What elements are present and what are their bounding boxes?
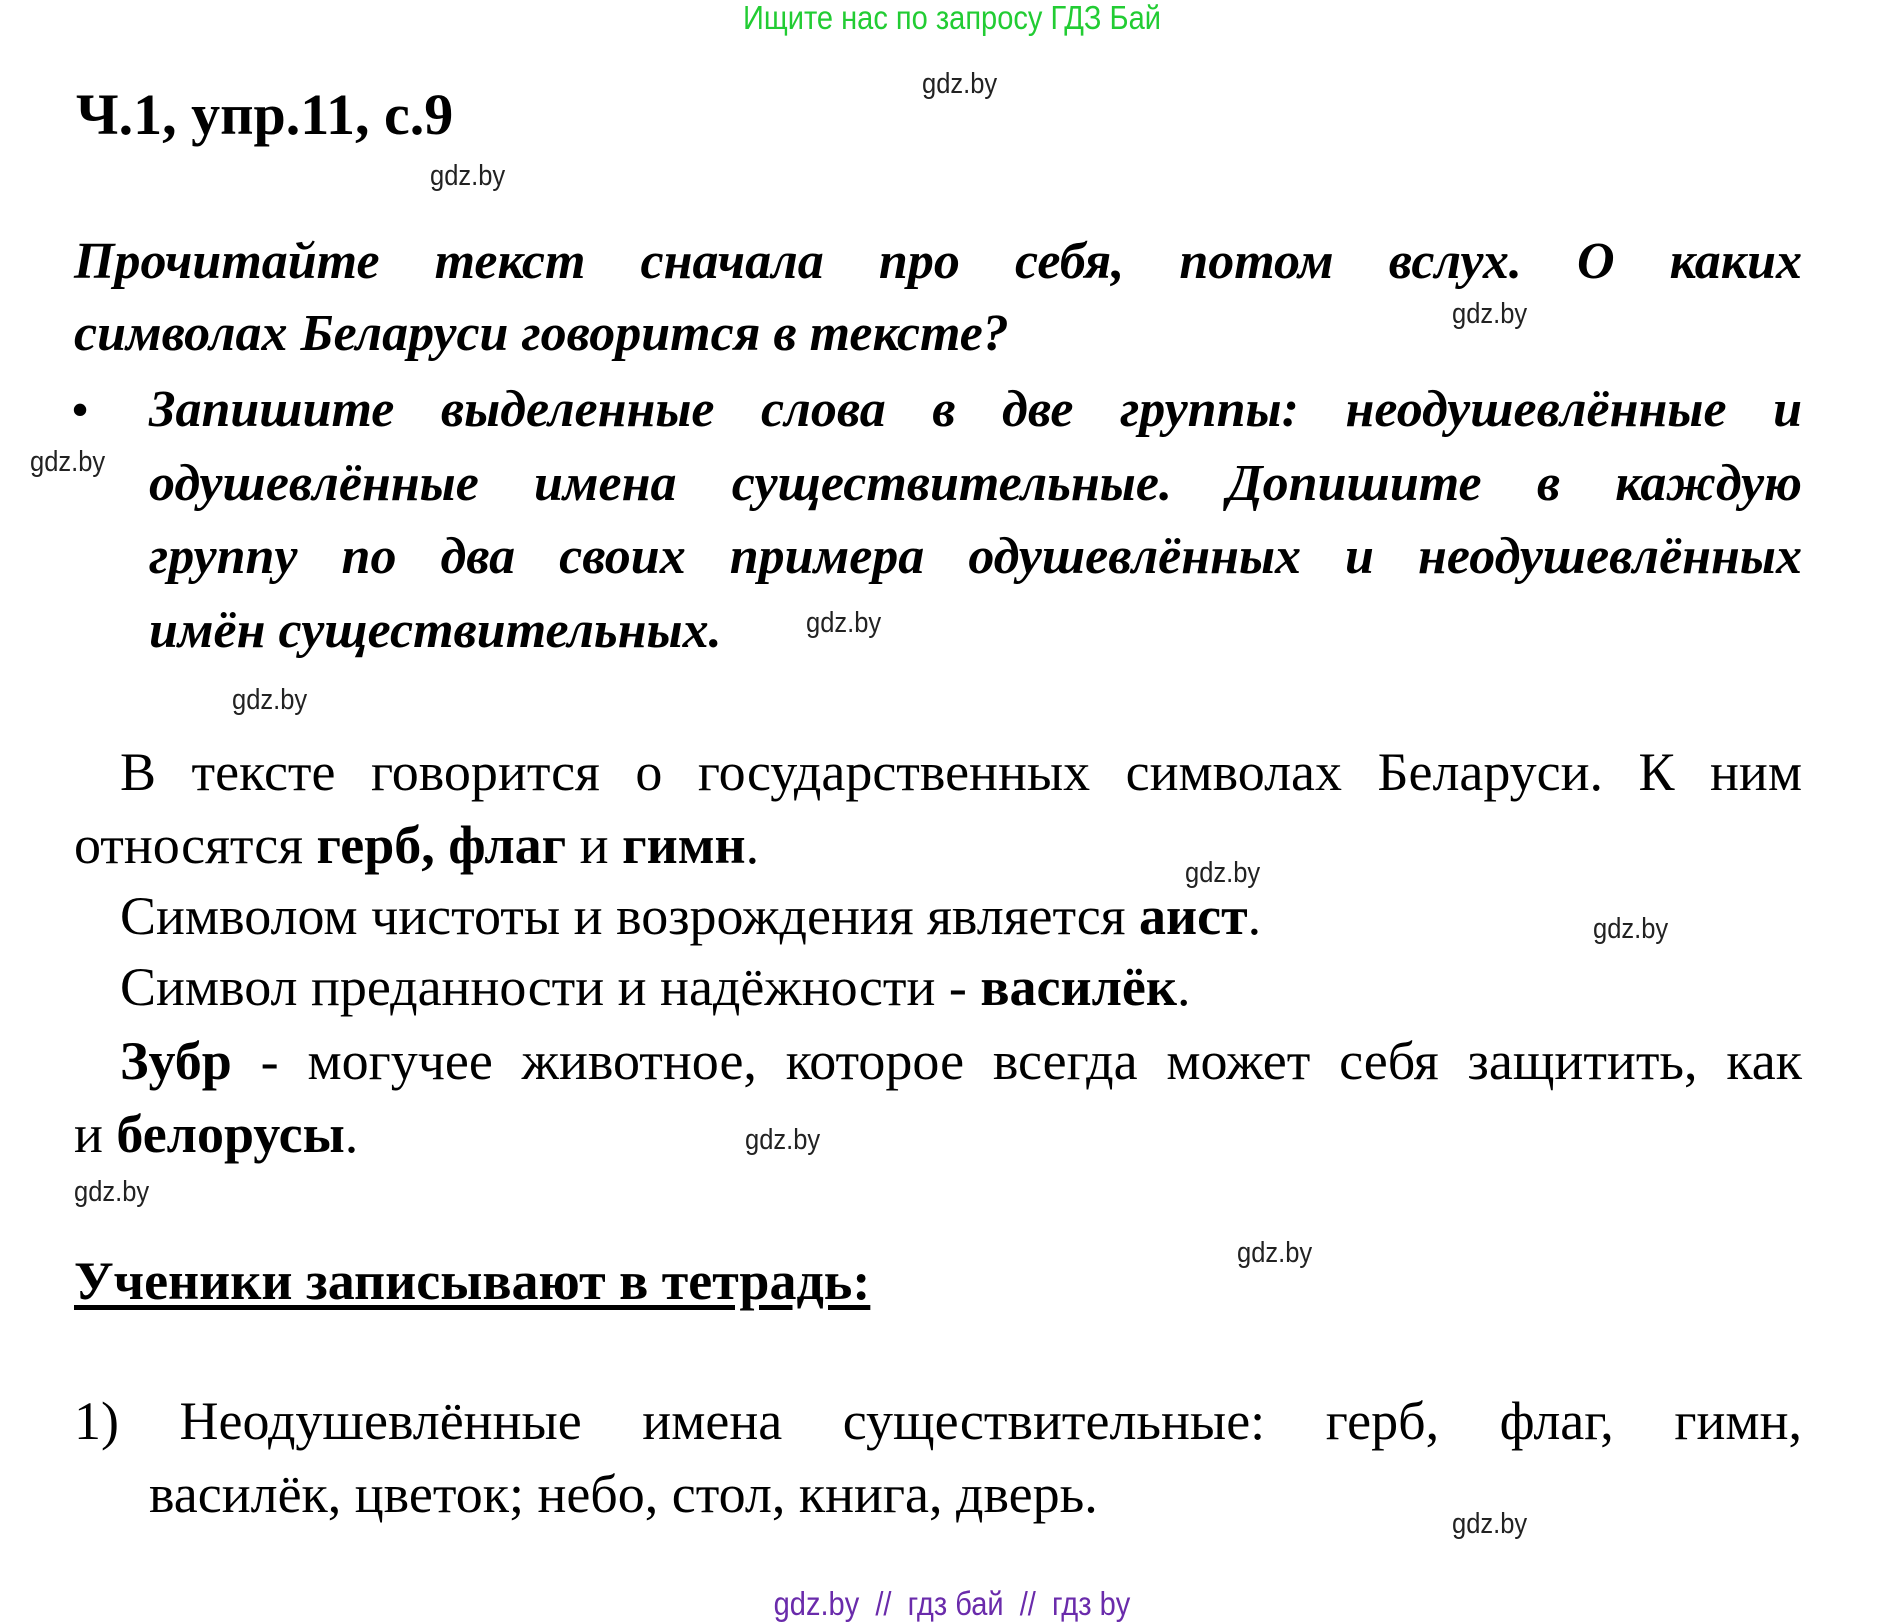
list-item-1: 1) Неодушевлённые имена существительные: герб, флаг, гимн,	[74, 1391, 1802, 1451]
text: Символ преданности и надёжности -	[120, 957, 981, 1017]
watermark: gdz.by	[232, 684, 308, 716]
task-line-4: одушевлённые имена существительные. Допишите в каждую	[149, 455, 1802, 512]
text: .	[745, 815, 760, 875]
answer-paragraph-1-cont	[74, 814, 759, 876]
watermark: gdz.by	[1185, 857, 1261, 889]
text: Символом чистоты и возрождения является	[120, 886, 1140, 946]
answer-paragraph-2	[120, 885, 1261, 947]
task-line-6: имён существительных.	[149, 602, 722, 659]
highlight-word: герб, флаг	[316, 815, 567, 875]
watermark: gdz.by	[1452, 1508, 1528, 1540]
text: .	[344, 1104, 359, 1164]
text: и	[566, 815, 623, 875]
page-title: Ч.1, упр.11, с.9	[76, 82, 454, 147]
watermark: gdz.by	[806, 607, 882, 639]
text: и	[74, 1104, 117, 1164]
watermark: gdz.by	[922, 68, 998, 100]
watermark: gdz.by	[430, 160, 506, 192]
watermark: gdz.by	[1237, 1237, 1313, 1269]
text: относятся	[74, 815, 317, 875]
footer-watermark	[115, 1586, 1789, 1622]
text: - могучее животное, которое всегда может себя защитить, как	[231, 1031, 1802, 1091]
text: .	[1247, 886, 1262, 946]
task-line-2: символах Беларуси говорится в тексте?	[74, 305, 1009, 362]
task-line-5: группу по два своих примера одушевлённых и неодушевлённых	[149, 528, 1802, 585]
highlight-word: василёк	[980, 957, 1177, 1017]
answer-paragraph-4-cont	[74, 1103, 358, 1165]
text: .	[1177, 957, 1191, 1017]
footer-text: gdz.by // гдз бай // гдз by	[773, 1585, 1131, 1622]
highlight-word: Зубр	[120, 1031, 232, 1091]
answer-paragraph-1: В тексте говорится о государственных символах Беларуси. К ним	[120, 742, 1802, 802]
watermark: gdz.by	[74, 1176, 150, 1208]
watermark: gdz.by	[1452, 298, 1528, 330]
watermark: gdz.by	[745, 1124, 821, 1156]
promo-banner	[115, 0, 1789, 36]
task-line-3: Запишите выделенные слова в две группы: неодушевлённые и	[149, 381, 1802, 438]
watermark: gdz.by	[1593, 913, 1669, 945]
highlight-word: белорусы	[116, 1104, 345, 1164]
bullet-icon: •	[72, 384, 89, 435]
highlight-word: гимн	[622, 815, 746, 875]
answer-paragraph-4	[120, 1030, 1802, 1092]
answer-paragraph-3	[120, 956, 1191, 1018]
section-heading: Ученики записывают в тетрадь:	[74, 1251, 871, 1311]
watermark: gdz.by	[30, 446, 106, 478]
task-line-1: Прочитайте текст сначала про себя, потом вслух. О каких	[74, 233, 1802, 290]
promo-text: Ищите нас по запросу ГДЗ Бай	[742, 0, 1161, 36]
list-item-1-cont: василёк, цветок; небо, стол, книга, дверь.	[149, 1464, 1098, 1524]
highlight-word: аист	[1139, 886, 1248, 946]
